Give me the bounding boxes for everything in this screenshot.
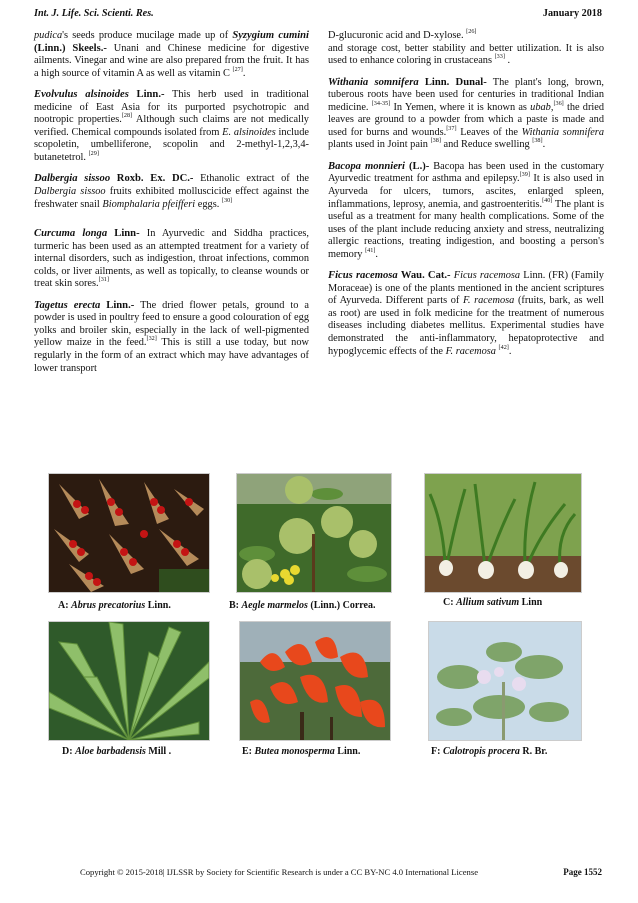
caption-f: F: Calotropis procera R. Br. (431, 746, 548, 757)
paragraph-bacopa: Bacopa monnieri (L.)- Bacopa has been used in the customary Ayurvedic treatment for asthma and epilepsy.[39] It is also used in Ayurveda for ulcers, tumors, ascites, enlarged spleen, inflammations, leprosy, anemia, and gastroenteritis.[40] The plant is useful as a treatment for many health complications. Some of the uses of the plant include reducing anxiety and stress, neutralizing allergic reactions, treating indigestion, and boosting a person's memory [41]. (328, 160, 604, 260)
caption-a: A: Abrus precatorius Linn. (58, 600, 171, 611)
figure-calotropis-procera-photo (428, 621, 582, 741)
right-column (328, 30, 604, 368)
caption-b: B: Aegle marmelos (Linn.) Correa. (229, 600, 376, 611)
paragraph-curcuma: Curcuma longa Linn- In Ayurvedic and Siddha practices, turmeric has been used as an attempted treatment for a variety of internal disorders, such as indigestion, throat infections, common colds, or liver ailments, as well as topically, to cleanse wounds or treat skin sores.[31] (34, 228, 310, 290)
left-column (34, 30, 309, 385)
running-header (34, 8, 602, 22)
figure-aegle-marmelos-photo (236, 473, 392, 593)
page-number: Page 1552 (563, 867, 602, 877)
figure-butea-monosperma-photo (239, 621, 391, 741)
caption-c: C: Allium sativum Linn (443, 597, 543, 608)
copyright-notice: Copyright © 2015-2018| IJLSSR by Society for Scientific Research is under a CC BY-NC 4.0 International License (80, 867, 479, 877)
figure-abrus-precatorius-photo (48, 473, 210, 593)
paragraph-evolvulus: Evolvulus alsinoides Linn.- This herb used in traditional medicine of East Asia for its purported psychotropic and nootropic properties.[28] Although such claims are not medically verified. Chemical compounds isolated from E. alsinoides include scopoletin, umbelliferone, scopolin and 2-methyl-1,2,3,4-butanetetrol. [29] (34, 89, 309, 163)
journal-name: Int. J. Life. Sci. Scienti. Res. (34, 8, 154, 19)
paragraph-ficus: Ficus racemosa Wau. Cat.- Ficus racemosa Linn. (FR) (Family Moraceae) is one of the plants mentioned in the ancient scriptures of Ayurveda. Different parts of F. racemosa (fruits, bark, as well as root) are used in folk medicine for the treatment of numerous diseases including diabetes mellitus. Experimental studies have demonstrated the anti-inflammatory, hepatoprotective and hypoglycemic effects of the F. racemosa [42]. (328, 270, 604, 357)
paragraph-withania: Withania somnifera Linn. Dunal- The plant's long, brown, tuberous roots have been used for centuries in traditional Indian medicine. [34-35] In Yemen, where it is known as ubab,[36] the dried leaves are ground to a powder from which a paste is made and used for burns and wounds.[37] Leaves of the Withania somnifera plants used in Joint pain [38] and Reduce swelling [38]. (328, 76, 605, 151)
figure-allium-sativum-photo (424, 473, 582, 593)
issue-date: January 2018 (542, 8, 602, 19)
paragraph-continuation: D-glucuronic acid and D-xylose. [26] and storage cost, better stability and better utilization. It is also used to enhance coloring in crustaceans [33] . (328, 28, 604, 67)
caption-d: D: Aloe barbadensis Mill . (62, 746, 172, 757)
figure-aloe-barbadensis-photo (48, 621, 210, 741)
caption-e: E: Butea monosperma Linn. (242, 746, 361, 757)
page-footer (80, 867, 602, 879)
paragraph-pudica: pudica's seeds produce mucilage made up of Syzygium cumini (Linn.) Skeels.- Unani and Chinese medicine for digestive ailments. Vinegar and wine are also prepared from the fruit. It has a high source of vitamin A as well as vitamin C [27]. (34, 30, 309, 79)
paragraph-tagetus: Tagetus erecta Linn.- The dried flower petals, ground to a powder is used in poultry feed to ensure a good colouration of egg yolks and broiler skin, especially in the lack of well-pigmented yellow maize in the feed.[32] This is still a use today, but now regularly in the form of an extract which may have advantages of lower transport (34, 299, 310, 374)
paragraph-dalbergia: Dalbergia sissoo Roxb. Ex. DC.- Ethanolic extract of the Dalbergia sissoo fruits exhibited molluscicide effect against the freshwater snail Biomphalaria pfeifferi eggs. [30] (34, 173, 310, 210)
